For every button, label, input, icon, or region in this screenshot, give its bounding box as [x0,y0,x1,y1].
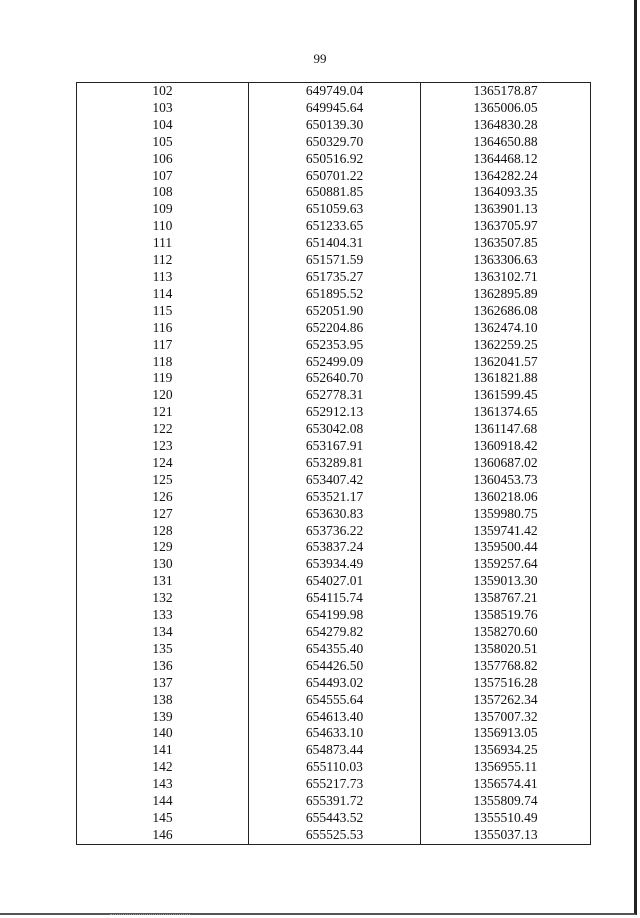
table-row [77,692,591,709]
point-number-cell: 126 [77,489,249,506]
y-coordinate-cell: 1362259.25 [421,337,591,354]
point-number-cell: 119 [77,370,249,387]
y-coordinate-cell: 1358519.76 [421,607,591,624]
y-coordinate-cell: 1358020.51 [421,641,591,658]
y-coordinate-cell: 1361821.88 [421,370,591,387]
table-row [77,489,591,506]
y-coordinate-cell: 1356574.41 [421,776,591,793]
y-coordinate-cell: 1362041.57 [421,354,591,371]
point-number-cell: 128 [77,523,249,540]
table-row [77,759,591,776]
x-coordinate-cell: 653167.91 [249,438,421,455]
x-coordinate-cell: 653837.24 [249,539,421,556]
x-coordinate-cell: 654199.98 [249,607,421,624]
point-number-cell: 116 [77,320,249,337]
point-number-cell: 133 [77,607,249,624]
table-row [77,641,591,658]
x-coordinate-cell: 654493.02 [249,675,421,692]
x-coordinate-cell: 650329.70 [249,134,421,151]
table-row [77,235,591,252]
x-coordinate-cell: 650516.92 [249,151,421,168]
y-coordinate-cell: 1360918.42 [421,438,591,455]
y-coordinate-cell: 1358767.21 [421,590,591,607]
point-number-cell: 139 [77,709,249,726]
point-number-cell: 102 [77,83,249,100]
y-coordinate-cell: 1364650.88 [421,134,591,151]
point-number-cell: 112 [77,252,249,269]
point-number-cell: 140 [77,725,249,742]
table-row [77,370,591,387]
x-coordinate-cell: 654633.10 [249,725,421,742]
x-coordinate-cell: 654279.82 [249,624,421,641]
x-coordinate-cell: 654426.50 [249,658,421,675]
y-coordinate-cell: 1363901.13 [421,201,591,218]
table-row [77,658,591,675]
x-coordinate-cell: 654555.64 [249,692,421,709]
point-number-cell: 127 [77,506,249,523]
table-row [77,742,591,759]
table-row [77,100,591,117]
point-number-cell: 107 [77,168,249,185]
table-row [77,303,591,320]
point-number-cell: 120 [77,387,249,404]
point-number-cell: 110 [77,218,249,235]
x-coordinate-cell: 655391.72 [249,793,421,810]
y-coordinate-cell: 1359013.30 [421,573,591,590]
x-coordinate-cell: 650139.30 [249,117,421,134]
point-number-cell: 146 [77,827,249,844]
table-row [77,573,591,590]
table-row [77,675,591,692]
y-coordinate-cell: 1362686.08 [421,303,591,320]
point-number-cell: 145 [77,810,249,827]
table-row [77,793,591,810]
x-coordinate-cell: 652640.70 [249,370,421,387]
x-coordinate-cell: 654027.01 [249,573,421,590]
point-number-cell: 136 [77,658,249,675]
table-row [77,184,591,201]
point-number-cell: 114 [77,286,249,303]
x-coordinate-cell: 653289.81 [249,455,421,472]
y-coordinate-cell: 1363705.97 [421,218,591,235]
table-row [77,556,591,573]
y-coordinate-cell: 1364468.12 [421,151,591,168]
x-coordinate-cell: 652912.13 [249,404,421,421]
y-coordinate-cell: 1360453.73 [421,472,591,489]
x-coordinate-cell: 652353.95 [249,337,421,354]
y-coordinate-cell: 1361374.65 [421,404,591,421]
y-coordinate-cell: 1365006.05 [421,100,591,117]
table-row [77,506,591,523]
table-row [77,590,591,607]
x-coordinate-cell: 651571.59 [249,252,421,269]
x-coordinate-cell: 649945.64 [249,100,421,117]
x-coordinate-cell: 651059.63 [249,201,421,218]
y-coordinate-cell: 1362895.89 [421,286,591,303]
point-number-cell: 125 [77,472,249,489]
y-coordinate-cell: 1355809.74 [421,793,591,810]
y-coordinate-cell: 1363306.63 [421,252,591,269]
table-row [77,455,591,472]
point-number-cell: 132 [77,590,249,607]
point-number-cell: 130 [77,556,249,573]
table-row [77,269,591,286]
point-number-cell: 123 [77,438,249,455]
x-coordinate-cell: 655110.03 [249,759,421,776]
point-number-cell: 122 [77,421,249,438]
y-coordinate-cell: 1357768.82 [421,658,591,675]
x-coordinate-cell: 651895.52 [249,286,421,303]
x-coordinate-cell: 651404.31 [249,235,421,252]
y-coordinate-cell: 1361599.45 [421,387,591,404]
point-number-cell: 113 [77,269,249,286]
table-row [77,134,591,151]
y-coordinate-cell: 1357516.28 [421,675,591,692]
y-coordinate-cell: 1360687.02 [421,455,591,472]
x-coordinate-cell: 653521.17 [249,489,421,506]
y-coordinate-cell: 1356913.05 [421,725,591,742]
table-row [77,404,591,421]
point-number-cell: 109 [77,201,249,218]
point-number-cell: 118 [77,354,249,371]
table-row [77,320,591,337]
footer-dots [110,914,190,916]
point-number-cell: 103 [77,100,249,117]
y-coordinate-cell: 1363102.71 [421,269,591,286]
point-number-cell: 129 [77,539,249,556]
table-row [77,218,591,235]
point-number-cell: 121 [77,404,249,421]
y-coordinate-cell: 1357262.34 [421,692,591,709]
point-number-cell: 138 [77,692,249,709]
point-number-cell: 124 [77,455,249,472]
table-row [77,286,591,303]
y-coordinate-cell: 1364282.24 [421,168,591,185]
point-number-cell: 141 [77,742,249,759]
table-row [77,776,591,793]
x-coordinate-cell: 653042.08 [249,421,421,438]
y-coordinate-cell: 1356934.25 [421,742,591,759]
table-row [77,827,591,844]
y-coordinate-cell: 1355510.49 [421,810,591,827]
x-coordinate-cell: 652778.31 [249,387,421,404]
point-number-cell: 111 [77,235,249,252]
table-row [77,607,591,624]
y-coordinate-cell: 1359500.44 [421,539,591,556]
table-row [77,539,591,556]
x-coordinate-cell: 652499.09 [249,354,421,371]
table-row [77,354,591,371]
page-number: 99 [313,51,327,66]
table-row [77,151,591,168]
y-coordinate-cell: 1359741.42 [421,523,591,540]
x-coordinate-cell: 653407.42 [249,472,421,489]
point-number-cell: 108 [77,184,249,201]
table-row [77,201,591,218]
x-coordinate-cell: 650881.85 [249,184,421,201]
table-row [77,117,591,134]
y-coordinate-cell: 1361147.68 [421,421,591,438]
table-row [77,523,591,540]
y-coordinate-cell: 1365178.87 [421,83,591,100]
x-coordinate-cell: 655443.52 [249,810,421,827]
point-number-cell: 117 [77,337,249,354]
x-coordinate-cell: 652204.86 [249,320,421,337]
point-number-cell: 143 [77,776,249,793]
x-coordinate-cell: 650701.22 [249,168,421,185]
x-coordinate-cell: 655525.53 [249,827,421,844]
point-number-cell: 135 [77,641,249,658]
point-number-cell: 144 [77,793,249,810]
y-coordinate-cell: 1363507.85 [421,235,591,252]
x-coordinate-cell: 654613.40 [249,709,421,726]
x-coordinate-cell: 654115.74 [249,590,421,607]
point-number-cell: 105 [77,134,249,151]
table-row [77,810,591,827]
y-coordinate-cell: 1357007.32 [421,709,591,726]
y-coordinate-cell: 1364830.28 [421,117,591,134]
y-coordinate-cell: 1358270.60 [421,624,591,641]
table-row [77,337,591,354]
point-number-cell: 142 [77,759,249,776]
table-row [77,387,591,404]
coordinate-table [76,82,591,845]
point-number-cell: 131 [77,573,249,590]
point-number-cell: 134 [77,624,249,641]
table-row [77,421,591,438]
point-number-cell: 104 [77,117,249,134]
x-coordinate-cell: 649749.04 [249,83,421,100]
y-coordinate-cell: 1359980.75 [421,506,591,523]
x-coordinate-cell: 654355.40 [249,641,421,658]
y-coordinate-cell: 1364093.35 [421,184,591,201]
x-coordinate-cell: 651735.27 [249,269,421,286]
y-coordinate-cell: 1362474.10 [421,320,591,337]
x-coordinate-cell: 653736.22 [249,523,421,540]
y-coordinate-cell: 1356955.11 [421,759,591,776]
y-coordinate-cell: 1355037.13 [421,827,591,844]
x-coordinate-cell: 653630.83 [249,506,421,523]
table-row [77,168,591,185]
x-coordinate-cell: 653934.49 [249,556,421,573]
x-coordinate-cell: 651233.65 [249,218,421,235]
table-row [77,252,591,269]
y-coordinate-cell: 1360218.06 [421,489,591,506]
point-number-cell: 137 [77,675,249,692]
x-coordinate-cell: 655217.73 [249,776,421,793]
table-row [77,472,591,489]
table-row [77,438,591,455]
table-row [77,725,591,742]
x-coordinate-cell: 654873.44 [249,742,421,759]
point-number-cell: 106 [77,151,249,168]
y-coordinate-cell: 1359257.64 [421,556,591,573]
table-row [77,83,591,100]
x-coordinate-cell: 652051.90 [249,303,421,320]
table-row [77,624,591,641]
table-row [77,709,591,726]
coordinate-table-body [77,83,591,845]
point-number-cell: 115 [77,303,249,320]
